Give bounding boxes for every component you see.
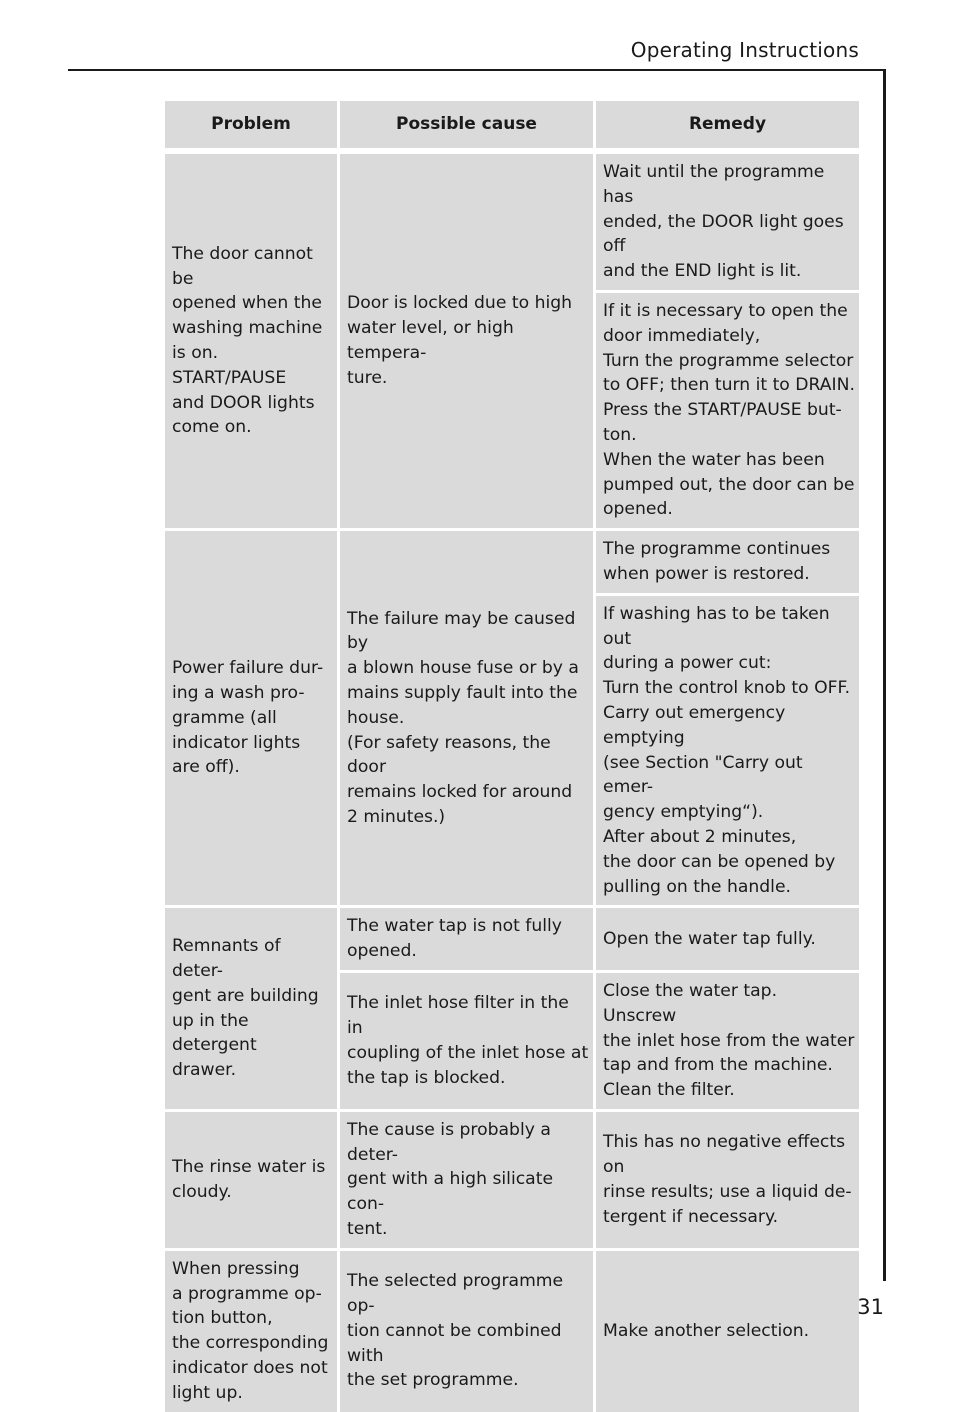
remedy-cell [596, 973, 859, 1112]
remedy-text: Make another selection. [603, 1320, 810, 1341]
cause-text: The selected programme op- tion cannot be combined with the set programme. [347, 1271, 564, 1391]
cause-cell [340, 1112, 596, 1251]
table-body [165, 154, 859, 1412]
table-row [165, 1112, 859, 1251]
page-header-title: Operating Instructions [630, 38, 859, 62]
problem-cell [165, 908, 340, 1112]
problem-cell [165, 1112, 340, 1251]
cause-text: The water tap is not fully opened. [347, 916, 562, 962]
margin-rule [883, 69, 886, 1281]
remedy-text: If it is necessary to open the door immediately, Turn the programme selector to OFF; then turn it to DRAIN. Press the START/PAUSE but- ton. When the water has been pumped out, the door can be opened. [603, 300, 855, 520]
cause-text: The cause is probably a deter- gent with a high silicate con- tent. [347, 1119, 554, 1240]
cause-text: The inlet hose filter in the in coupling of the inlet hose at the tap is blocked. [347, 993, 589, 1088]
cause-text: Door is locked due to high water level, or high tempera- ture. [347, 293, 573, 388]
troubleshooting-table [165, 101, 859, 1412]
table-row [165, 1251, 859, 1412]
problem-text: Power failure dur- ing a wash pro- gramme (all indicator lights are off). [172, 658, 324, 778]
table-row [165, 531, 859, 596]
table-row [165, 908, 859, 973]
remedy-text: Open the water tap fully. [603, 928, 816, 949]
remedy-text: The programme continues when power is restored. [603, 539, 831, 584]
column-header-possible-cause: Possible cause [340, 101, 596, 148]
cause-cell [340, 973, 596, 1112]
problem-text: Remnants of deter- gent are building up in the detergent drawer. [172, 936, 319, 1081]
cause-cell [340, 908, 596, 973]
remedy-cell [596, 1112, 859, 1251]
remedy-cell [596, 1251, 859, 1412]
page-number: 31 [857, 1295, 884, 1319]
cause-cell [340, 154, 596, 531]
remedy-text: This has no negative effects on rinse results; use a liquid de- tergent if necessary. [603, 1132, 852, 1227]
remedy-cell [596, 596, 859, 909]
problem-cell [165, 1251, 340, 1412]
cause-cell [340, 1251, 596, 1412]
remedy-cell [596, 154, 859, 293]
column-header-problem: Problem [165, 101, 340, 148]
cause-text: The failure may be caused by a blown house fuse or by a mains supply fault into the house. (For safety reasons, the door remains locked for around 2 minutes.) [347, 608, 579, 828]
remedy-cell [596, 908, 859, 973]
problem-cell [165, 531, 340, 908]
problem-text: When pressing a programme op- tion button, the corresponding indicator does not light up. [172, 1258, 329, 1403]
header-rule [68, 69, 886, 71]
remedy-cell [596, 293, 859, 531]
table-header-row [165, 101, 859, 148]
remedy-text: Close the water tap. Unscrew the inlet hose from the water tap and from the machine. Clean the filter. [603, 980, 855, 1101]
problem-text: The rinse water is cloudy. [172, 1157, 326, 1202]
cause-cell [340, 531, 596, 908]
remedy-cell [596, 531, 859, 596]
table-row [165, 154, 859, 293]
problem-text: The door cannot be opened when the washing machine is on. START/PAUSE and DOOR lights come on. [172, 243, 323, 438]
remedy-text: Wait until the programme has ended, the DOOR light goes off and the END light is lit. [603, 162, 844, 282]
remedy-text: If washing has to be taken out during a power cut: Turn the control knob to OFF. Carry out emergency emptying (see Section "Carry out emer- gency emptying“). After about 2 minutes, the door can be opened by pulling on the handle. [603, 603, 851, 897]
problem-cell [165, 154, 340, 531]
column-header-remedy: Remedy [596, 101, 859, 148]
